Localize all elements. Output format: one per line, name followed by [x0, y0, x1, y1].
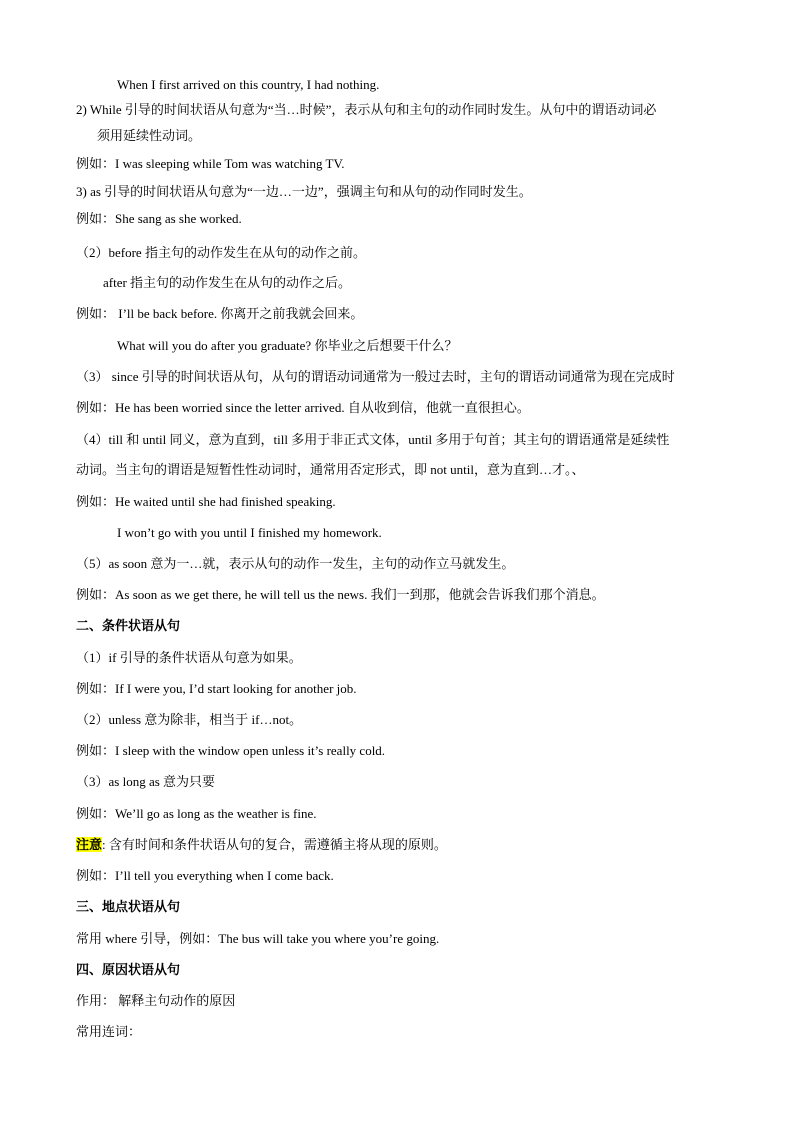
- example-note: 例如：I’ll tell you everything when I come back.: [76, 868, 334, 883]
- example-until-2: I won’t go with you until I finished my homework.: [117, 525, 382, 540]
- rule-after: after 指主句的动作发生在从句的动作之后。: [103, 275, 352, 290]
- example-as-long-as: 例如：We’ll go as long as the weather is fine.: [76, 806, 317, 821]
- rule-till-until-cont: 动词。当主句的谓语是短暂性性动词时，通常用否定形式，即 not until，意为直到…才。、: [76, 462, 585, 477]
- example-since: 例如：He has been worried since the letter arrived. 自从收到信，他就一直很担心。: [76, 400, 530, 415]
- example-before: 例如： I’ll be back before. 你离开之前我就会回来。: [76, 306, 364, 321]
- rule-as: 3) as 引导的时间状语从句意为“一边…一边”，强调主句和从句的动作同时发生。: [76, 184, 532, 199]
- example-unless: 例如：I sleep with the window open unless it’s really cold.: [76, 743, 386, 758]
- rule-while-cont: 须用延续性动词。: [97, 128, 202, 143]
- example-sentence: When I first arrived on this country, I had nothing.: [117, 77, 380, 92]
- reason-conjunctions: 常用连词：: [76, 1024, 142, 1039]
- example-if: 例如：If I were you, I’d start looking for another job.: [76, 681, 357, 696]
- rule-while: 2) While 引导的时间状语从句意为“当…时候”，表示从句和主句的动作同时发生。从句中的谓语动词必: [76, 102, 657, 117]
- section-heading-place: 三、地点状语从句: [76, 899, 181, 914]
- example-until-1: 例如：He waited until she had finished speaking.: [76, 494, 336, 509]
- example-as-soon: 例如：As soon as we get there, he will tell us the news. 我们一到那，他就会告诉我们那个消息。: [76, 587, 605, 602]
- rule-as-soon: （5）as soon 意为一…就，表示从句的动作一发生，主句的动作立马就发生。: [76, 556, 515, 571]
- example-while: 例如：I was sleeping while Tom was watching TV.: [76, 156, 345, 171]
- section-heading-reason: 四、原因状语从句: [76, 962, 181, 977]
- example-after: What will you do after you graduate? 你毕业之后想要干什么？: [117, 338, 458, 353]
- rule-where: 常用 where 引导，例如：The bus will take you where you’re going.: [76, 931, 440, 946]
- rule-before: （2）before 指主句的动作发生在从句的动作之前。: [76, 245, 366, 260]
- rule-since: （3） since 引导的时间状语从句，从句的谓语动词通常为一般过去时，主句的谓语动词通常为现在完成时: [76, 369, 675, 384]
- reason-function: 作用： 解释主句动作的原因: [76, 993, 236, 1008]
- note-line: [76, 836, 734, 854]
- rule-as-long-as: （3）as long as 意为只要: [76, 774, 216, 789]
- rule-unless: （2）unless 意为除非，相当于 if…not。: [76, 712, 303, 727]
- rule-till-until: （4）till 和 until 同义，意为直到，till 多用于非正式文体，until 多用于句首；其主句的谓语通常是延续性: [76, 432, 670, 447]
- note-label: 注意: [76, 837, 103, 852]
- note-text: : 含有时间和条件状语从句的复合，需遵循主将从现的原则。: [102, 837, 447, 852]
- section-heading-conditional: 二、条件状语从句: [76, 618, 181, 633]
- rule-if: （1）if 引导的条件状语从句意为如果。: [76, 650, 302, 665]
- example-as: 例如：She sang as she worked.: [76, 211, 242, 226]
